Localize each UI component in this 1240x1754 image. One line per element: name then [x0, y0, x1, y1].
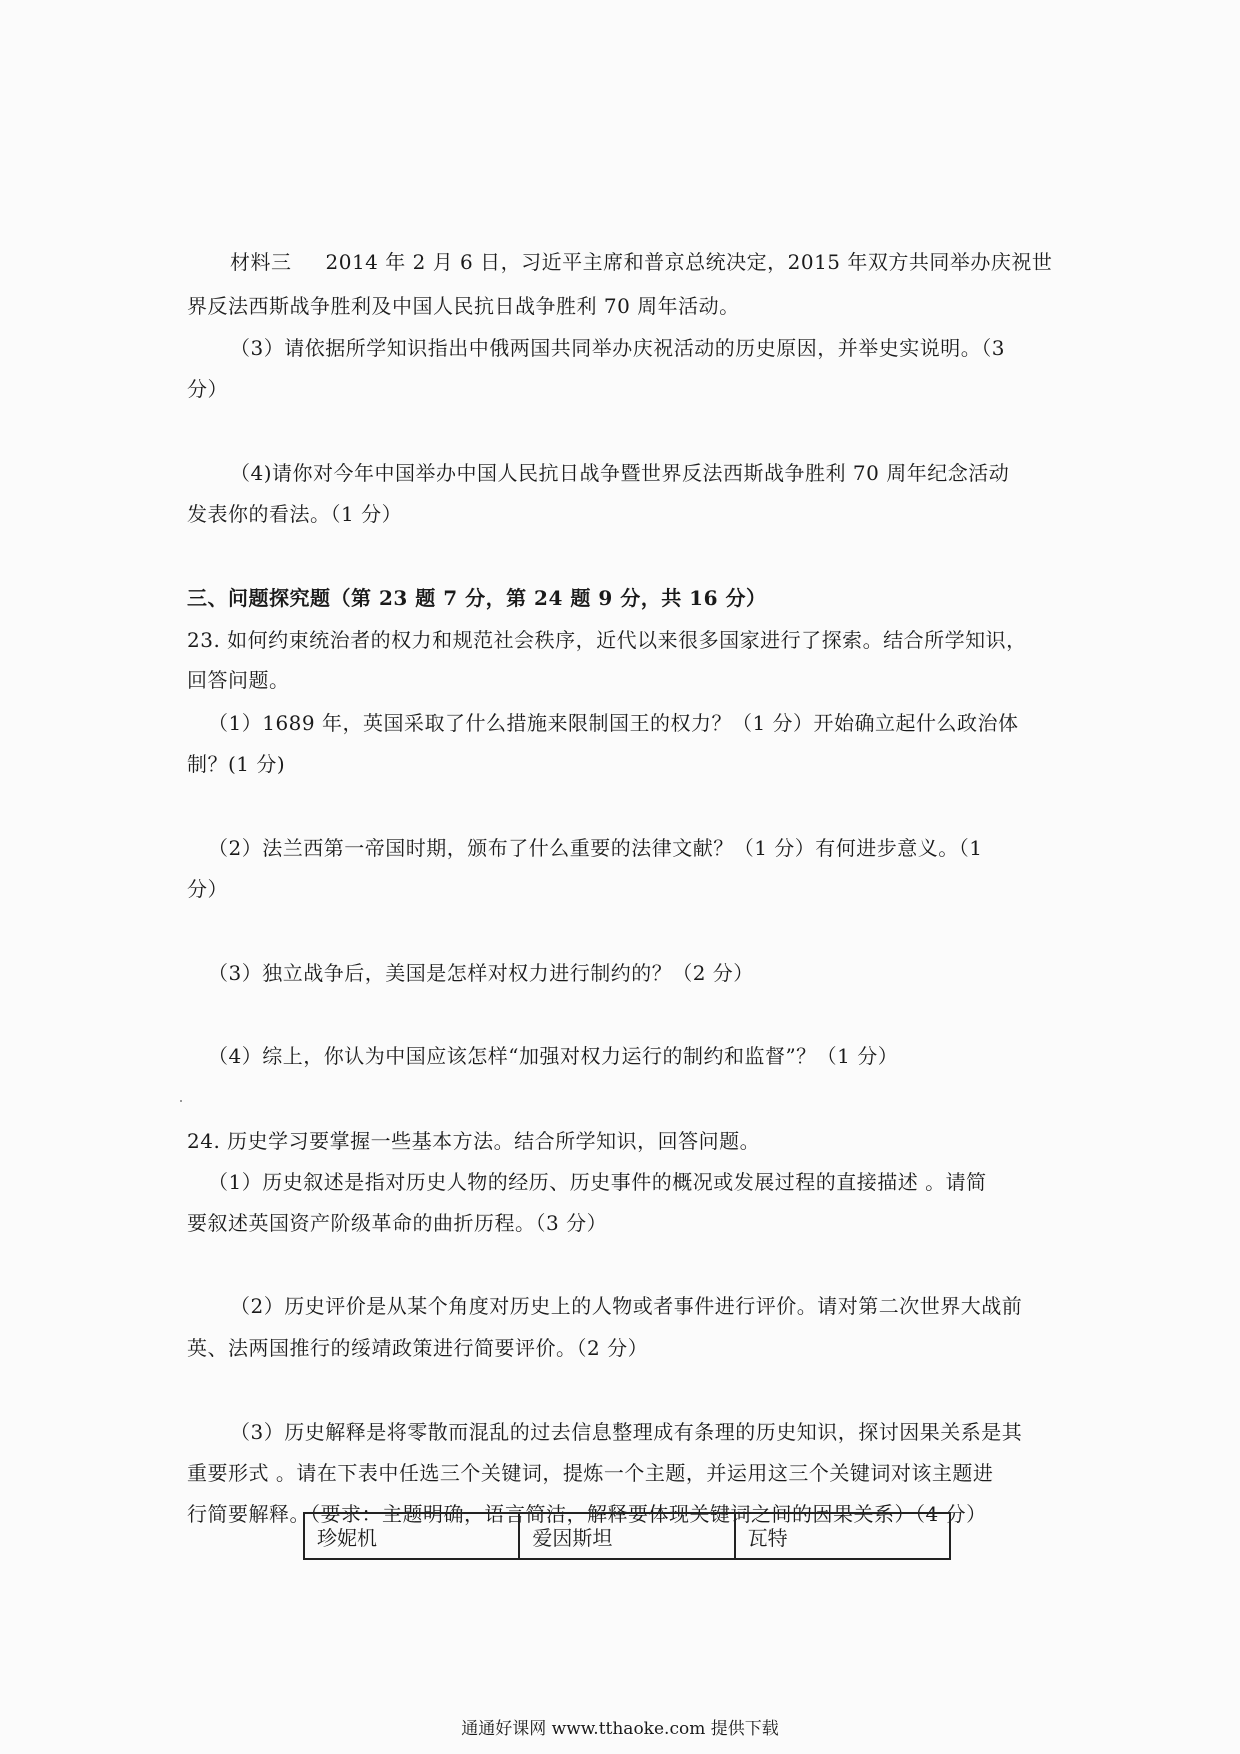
q22-part3-line2: 分） — [187, 377, 228, 401]
q23-part2-line2: 分） — [187, 877, 228, 901]
q24-part3-line2: 重要形式 。请在下表中任选三个关键词，提炼一个主题，并运用这三个关键词对该主题进 — [187, 1461, 994, 1485]
q23-stem-line1: 23. 如何约束统治者的权力和规范社会秩序，近代以来很多国家进行了探索。结合所学知识， — [187, 628, 1027, 652]
q23-part1-line1: （1）1689 年，英国采取了什么措施来限制国王的权力？（1 分）开始确立起什么政治体 — [208, 711, 1019, 735]
q24-part1-line2: 要叙述英国资产阶级革命的曲折历程。（3 分） — [187, 1211, 608, 1235]
keyword-cell: 珍妮机 — [304, 1513, 519, 1559]
q24-part2-line1: （2）历史评价是从某个角度对历史上的人物或者事件进行评价。请对第二次世界大战前 — [230, 1294, 1023, 1318]
q23-part1-line2: 制？(1 分) — [187, 752, 286, 776]
q24-part1-line1: （1）历史叙述是指对历史人物的经历、历史事件的概况或发展过程的直接描述 。请简 — [208, 1170, 987, 1194]
q24-part2-line2: 英、法两国推行的绥靖政策进行简要评价。（2 分） — [187, 1336, 649, 1360]
scan-speck — [180, 1100, 182, 1102]
material3-line1 — [230, 248, 1052, 276]
table-row — [304, 1513, 950, 1559]
q23-stem-line2: 回答问题。 — [187, 668, 290, 692]
q24-stem: 24. 历史学习要掌握一些基本方法。结合所学知识，回答问题。 — [187, 1129, 761, 1153]
material3-line2: 界反法西斯战争胜利及中国人民抗日战争胜利 70 周年活动。 — [187, 294, 740, 318]
q22-part4-line2: 发表你的看法。（1 分） — [187, 502, 403, 526]
q23-part4: （4）综上，你认为中国应该怎样“加强对权力运行的制约和监督”？（1 分） — [208, 1044, 899, 1068]
q22-part4-line1: （4)请你对今年中国举办中国人民抗日战争暨世界反法西斯战争胜利 70 周年纪念活动 — [230, 461, 1010, 485]
page-footer: 通通好课网 www.tthaoke.com 提供下载 — [461, 1719, 779, 1739]
section3-heading: 三、问题探究题（第 23 题 7 分，第 24 题 9 分，共 16 分） — [187, 586, 767, 610]
keyword-cell: 瓦特 — [735, 1513, 950, 1559]
q23-part2-line1: （2）法兰西第一帝国时期，颁布了什么重要的法律文献？（1 分）有何进步意义。（1 — [208, 836, 983, 860]
material3-label: 材料三 — [230, 250, 292, 274]
q24-part3-line3: 行简要解释。（要求：主题明确，语言简洁，解释要体现关键词之间的因果关系）（4 分） — [187, 1502, 987, 1526]
q23-part3: （3）独立战争后，美国是怎样对权力进行制约的？（2 分） — [208, 961, 754, 985]
material3-text: 2014 年 2 月 6 日，习近平主席和普京总统决定，2015 年双方共同举办庆祝世 — [325, 250, 1053, 274]
keyword-table — [303, 1512, 951, 1560]
keyword-cell: 爱因斯坦 — [519, 1513, 734, 1559]
q24-part3-line1: （3）历史解释是将零散而混乱的过去信息整理成有条理的历史知识，探讨因果关系是其 — [230, 1420, 1023, 1444]
q22-part3-line1: （3）请依据所学知识指出中俄两国共同举办庆祝活动的历史原因，并举史实说明。（3 — [230, 336, 1005, 360]
